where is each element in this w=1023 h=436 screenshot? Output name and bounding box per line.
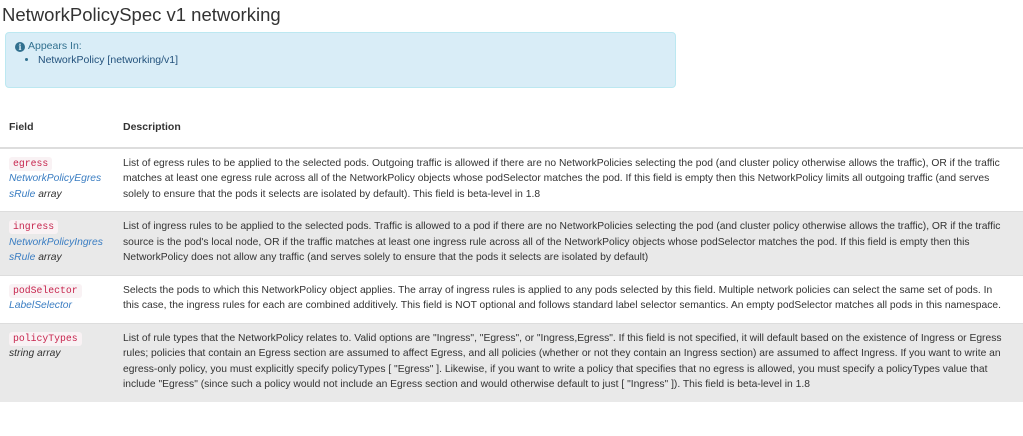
field-cell [0,148,114,212]
field-type [9,346,106,362]
appears-in-link-networkpolicy[interactable]: NetworkPolicy [networking/v1] [38,54,179,66]
type-link-networkpolicyegressrule[interactable]: NetworkPolicyEgressRule [9,173,102,200]
description-ingress: List of ingress rules to be applied to the selected pods. Traffic is allowed to a pod if there are no NetworkPolicies selecting the pod (and cluster policy otherwise allows the traffic), OR if the traffic source is the pod's local node, OR if the traffic matches at least one ingress rule across all of the NetworkPolicy objects whose podSelector matches the pod. If this field is empty then this NetworkPolicy does not allow any traffic (and serves solely to ensure that the pods it selects are isolated by default) [114,212,1023,276]
field-type [9,298,106,314]
appears-in-heading: Appears In: [28,40,82,52]
appears-in-list [15,54,666,67]
type-suffix: array [35,252,62,263]
field-cell [0,323,114,402]
description-egress: List of egress rules to be applied to the selected pods. Outgoing traffic is allowed if there are no NetworkPolicies selecting the pod (and cluster policy otherwise allows the traffic), OR if the traffic matches at least one egress rule across all of the NetworkPolicy objects whose podSelector matches the pod. If this field is empty then this NetworkPolicy limits all outgoing traffic (and serves solely to ensure that the pods it selects are isolated by default). This field is beta-level in 1.8 [114,148,1023,212]
table-header-row [0,113,1023,148]
appears-in-heading-row [15,40,666,53]
type-plain-string-array: string array [9,348,61,359]
field-name-podselector: podSelector [9,284,82,298]
type-suffix: array [35,188,62,200]
table-row-podselector [0,275,1023,323]
table-row-egress [0,148,1023,212]
field-cell [0,212,114,276]
appears-in-item [38,54,666,67]
description-podselector: Selects the pods to which this NetworkPolicy object applies. The array of ingress rules is applied to any pods selected by this field. Multiple network policies can select the same set of pods. In this case, the ingress rules for each are combined additively. This field is NOT optional and follows standard label selector semantics. An empty podSelector matches all pods in this namespace. [114,275,1023,323]
table-row-policytypes [0,323,1023,402]
field-name-policytypes: policyTypes [9,332,82,346]
description-column-header: Description [114,113,1023,148]
field-cell [0,275,114,323]
field-name-egress: egress [9,157,52,171]
info-circle-icon: i [15,42,25,52]
fields-table [0,113,1023,402]
page-title: NetworkPolicySpec v1 networking [2,4,281,25]
description-policytypes: List of rule types that the NetworkPolicy relates to. Valid options are "Ingress", "Egress", or "Ingress,Egress". If this field is not specified, it will default based on the existence of Ingress or Egress rules; policies that contain an Egress section are assumed to affect Egress, and all policies (whether or not they contain an Ingress section) are assumed to affect Ingress. If you want to write an egress-only policy, you must explicitly specify policyTypes [ "Egress" ]. Likewise, if you want to write a policy that specifies that no egress is allowed, you must specify a policyTypes value that include "Egress" (since such a policy would not include an Egress section and would otherwise default to just [ "Ingress" ]). This field is beta-level in 1.8 [114,323,1023,402]
table-row-ingress [0,212,1023,276]
type-link-networkpolicyingressrule[interactable]: NetworkPolicyIngressRule [9,236,103,263]
appears-in-panel [5,32,676,88]
field-name-ingress: ingress [9,220,58,234]
field-column-header: Field [0,113,114,148]
field-type [9,235,106,266]
field-type [9,171,106,202]
type-link-labelselector[interactable]: LabelSelector [9,300,72,311]
